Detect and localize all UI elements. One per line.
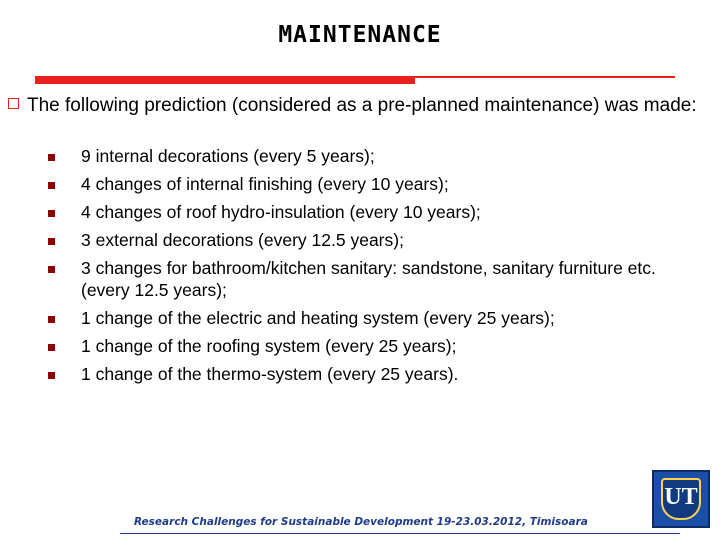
title-underline-thin [415, 76, 675, 78]
square-bullet-icon [48, 182, 55, 189]
logo-shield [661, 478, 701, 520]
list-item-text: 4 changes of roof hydro-insulation (every 10 years); [81, 202, 481, 222]
list-item [48, 145, 708, 167]
list-item [48, 201, 708, 223]
list-item-text: 1 change of the roofing system (every 25 years); [81, 336, 457, 356]
list-item [48, 307, 708, 329]
list-item-text: 1 change of the thermo-system (every 25 years). [81, 364, 459, 384]
square-bullet-icon [48, 372, 55, 379]
list-item [48, 335, 708, 357]
list-item [48, 173, 708, 195]
list-item [48, 257, 708, 301]
list-item-text: 3 changes for bathroom/kitchen sanitary: sandstone, sanitary furniture etc. (every 12.5 years); [81, 258, 656, 300]
list-item [48, 363, 708, 385]
university-logo-icon [652, 470, 710, 528]
list-item-text: 3 external decorations (every 12.5 years); [81, 230, 404, 250]
footer-rule [120, 533, 680, 534]
square-bullet-icon [48, 266, 55, 273]
square-bullet-icon [48, 238, 55, 245]
footer-text: Research Challenges for Sustainable Development 19-23.03.2012, Timisoara [134, 516, 588, 528]
maintenance-list [48, 145, 708, 391]
square-bullet-icon [48, 344, 55, 351]
slide-title: MAINTENANCE [278, 22, 442, 48]
intro-paragraph [8, 94, 708, 118]
list-item-text: 4 changes of internal finishing (every 10 years); [81, 174, 449, 194]
square-bullet-icon [48, 210, 55, 217]
list-item-text: 1 change of the electric and heating system (every 25 years); [81, 308, 555, 328]
square-bullet-icon [48, 154, 55, 161]
hollow-square-bullet-icon [8, 98, 19, 109]
list-item [48, 229, 708, 251]
logo-lettering: UT [664, 484, 698, 510]
list-item-text: 9 internal decorations (every 5 years); [81, 146, 375, 166]
intro-text: The following prediction (considered as a pre-planned maintenance) was made: [27, 95, 697, 116]
square-bullet-icon [48, 316, 55, 323]
title-underline-thick [35, 76, 415, 84]
